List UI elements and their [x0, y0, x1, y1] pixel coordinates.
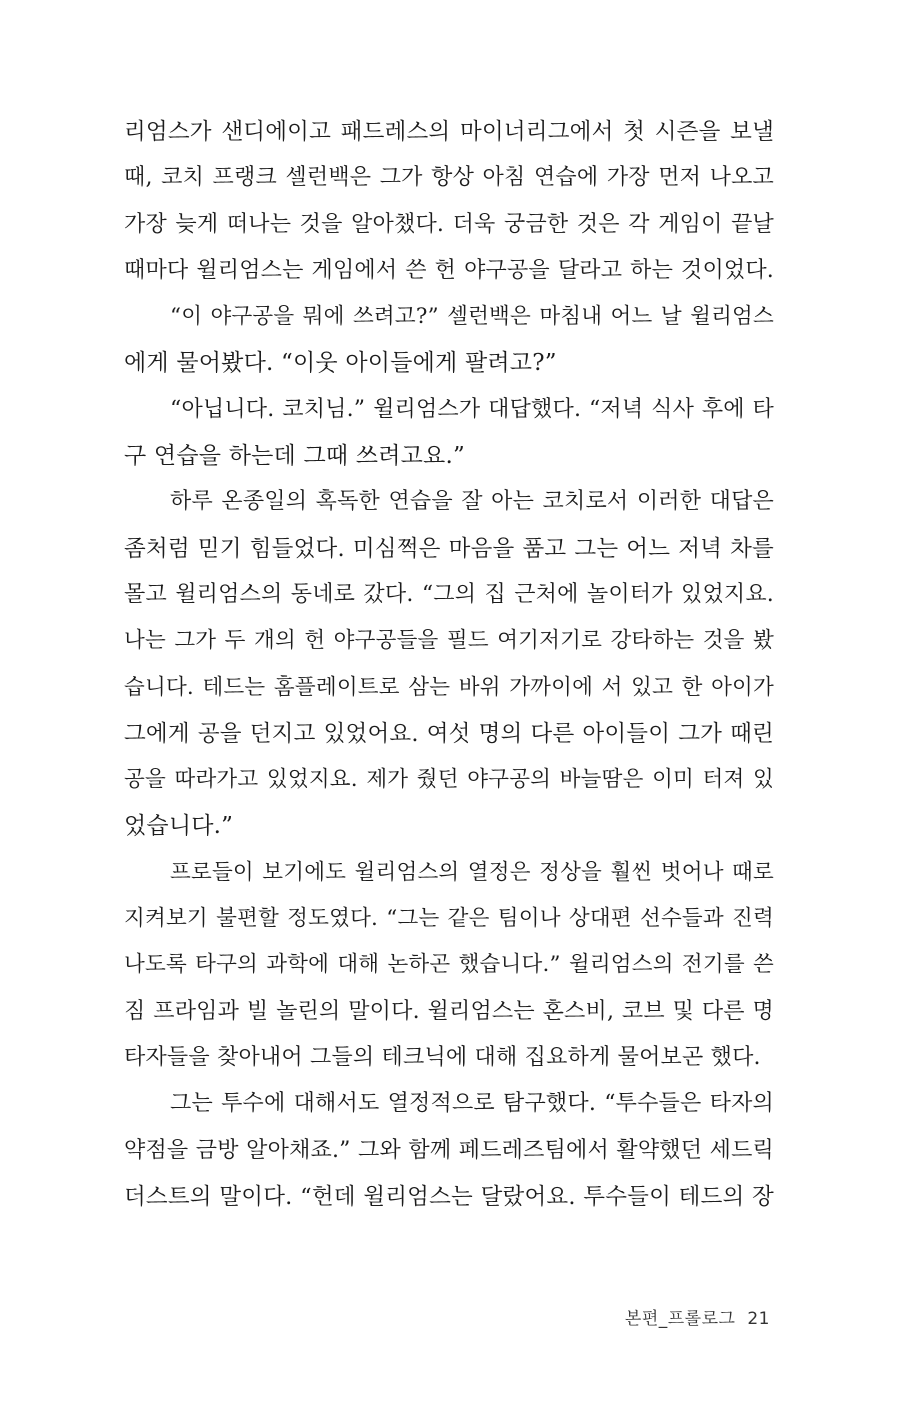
section-title: 본편_프롤로그 — [624, 1309, 736, 1329]
text-line: 그에게 공을 던지고 있었어요. 여섯 명의 다른 아이들이 그가 때린 — [124, 720, 774, 747]
text-line: 지켜보기 불편할 정도였다. “그는 같은 팀이나 상대편 선수들과 진력 — [124, 906, 774, 932]
text-line: 하루 온종일의 혹독한 연습을 잘 아는 코치로서 이러한 대답은 — [170, 489, 774, 515]
text-line: 그는 투수에 대해서도 열정적으로 탐구했다. “투수들은 타자의 — [170, 1091, 774, 1117]
page-number: 21 — [747, 1309, 770, 1329]
text-line: 더스트의 말이다. “헌데 윌리엄스는 달랐어요. 투수들이 테드의 장 — [124, 1183, 774, 1210]
text-line: 나는 그가 두 개의 헌 야구공들을 필드 여기저기로 강타하는 것을 봤 — [124, 628, 774, 654]
text-line: 약점을 금방 알아채죠.” 그와 함께 페드레즈팀에서 활약했던 세드릭 — [124, 1137, 774, 1163]
text-line: 리엄스가 샌디에이고 패드레스의 마이너리그에서 첫 시즌을 보낼 — [124, 119, 774, 145]
text-line: 짐 프라임과 빌 놀린의 말이다. 윌리엄스는 혼스비, 코브 및 다른 명 — [124, 998, 774, 1024]
text-line: 때마다 윌리엄스는 게임에서 쓴 헌 야구공을 달라고 하는 것이었다. — [124, 257, 774, 283]
text-line: 때, 코치 프랭크 셀런백은 그가 항상 아침 연습에 가장 먼저 나오고 — [124, 165, 774, 191]
text-line: 가장 늦게 떠나는 것을 알아챘다. 더욱 궁금한 것은 각 게임이 끝날 — [124, 211, 774, 237]
page-footer — [625, 1304, 770, 1329]
text-line: 나도록 타구의 과학에 대해 논하곤 했습니다.” 윌리엄스의 전기를 쓴 — [124, 952, 774, 978]
text-line: 타자들을 찾아내어 그들의 테크닉에 대해 집요하게 물어보곤 했다. — [124, 1044, 761, 1070]
text-line: 구 연습을 하는데 그때 쓰려고요.” — [124, 443, 465, 470]
text-line: “아닙니다. 코치님.” 윌리엄스가 대답했다. “저녁 식사 후에 타 — [170, 396, 774, 422]
text-line: 었습니다.” — [124, 813, 234, 840]
text-line: 에게 물어봤다. “이웃 아이들에게 팔려고?” — [124, 350, 557, 377]
text-line: 좀처럼 믿기 힘들었다. 미심쩍은 마음을 품고 그는 어느 저녁 차를 — [124, 535, 774, 562]
body-text — [124, 109, 774, 1220]
text-line: “이 야구공을 뭐에 쓰려고?” 셀런백은 마침내 어느 날 윌리엄스 — [170, 304, 774, 330]
text-line: 프로들이 보기에도 윌리엄스의 열정은 정상을 훨씬 벗어나 때로 — [170, 859, 774, 885]
text-line: 공을 따라가고 있었지요. 제가 줬던 야구공의 바늘땀은 이미 터져 있 — [124, 767, 774, 793]
text-line: 몰고 윌리엄스의 동네로 갔다. “그의 집 근처에 놀이터가 있었지요. — [124, 581, 774, 607]
text-line: 습니다. 테드는 홈플레이트로 삼는 바위 가까이에 서 있고 한 아이가 — [124, 674, 774, 700]
